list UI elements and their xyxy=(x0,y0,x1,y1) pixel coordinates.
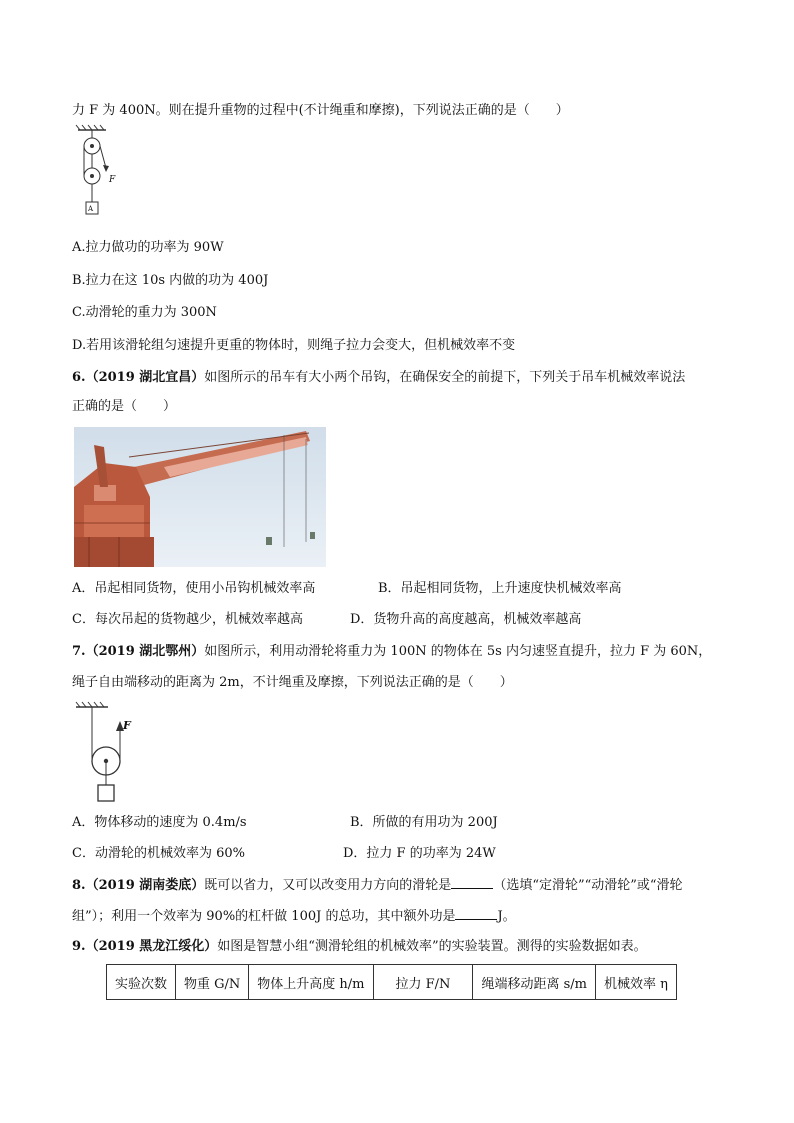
q6-option-c: C．每次吊起的货物越少，机械效率越高 xyxy=(72,612,303,627)
q7-stem-line1 xyxy=(72,643,711,661)
data-table xyxy=(106,964,677,1000)
q6-stem-line2: 正确的是（ ） xyxy=(72,399,177,414)
q8-line2-b: J。 xyxy=(497,909,516,924)
pulley-block-figure xyxy=(76,128,136,218)
q8-number: 8. xyxy=(72,878,86,893)
q9-source: （2019 黑龙江绥化） xyxy=(85,939,218,954)
q7-source: （2019 湖北鄂州） xyxy=(85,644,205,659)
q6-option-b: B．吊起相同货物，上升速度快机械效率高 xyxy=(378,581,622,596)
q7-number: 7. xyxy=(72,644,86,659)
q8-line1 xyxy=(72,876,683,895)
q7-option-a: A．物体移动的速度为 0.4m/s xyxy=(72,815,247,830)
figure-label-F-q7: F xyxy=(123,719,131,732)
q6-option-d: D．货物升高的高度越高，机械效率越高 xyxy=(350,612,582,627)
movable-pulley-figure xyxy=(76,703,136,803)
q5-option-b: B.拉力在这 10s 内做的功为 400J xyxy=(72,273,269,288)
q8-blank-2[interactable] xyxy=(455,907,497,920)
crane-photo xyxy=(74,427,326,567)
q6-source: （2019 湖北宜昌） xyxy=(85,370,205,385)
table-header-cell: 拉力 F/N xyxy=(373,965,473,1000)
q9-stem-text: 如图是智慧小组“测滑轮组的机械效率”的实验装置。测得的实验数据如表。 xyxy=(217,939,647,954)
table-header-cell: 机械效率 η xyxy=(595,965,676,1000)
q6-stem-line1 xyxy=(72,369,685,387)
q8-source: （2019 湖南娄底） xyxy=(85,878,205,893)
q7-option-d: D．拉力 F 的功率为 24W xyxy=(343,846,496,861)
q6-number: 6. xyxy=(72,370,86,385)
table-header-cell: 物重 G/N xyxy=(176,965,249,1000)
table-header-cell: 物体上升高度 h/m xyxy=(249,965,373,1000)
q7-stem-line2: 绳子自由端移动的距离为 2m，不计绳重及摩擦，下列说法正确的是（ ） xyxy=(72,675,513,690)
q5-option-c: C.动滑轮的重力为 300N xyxy=(72,305,217,320)
q5-option-a: A.拉力做功的功率为 90W xyxy=(72,240,224,255)
table-header-cell: 绳端移动距离 s/m xyxy=(473,965,596,1000)
q8-line1-a: 既可以省力，又可以改变用力方向的滑轮是 xyxy=(204,878,452,893)
q7-stem-text: 如图所示，利用动滑轮将重力为 100N 的物体在 5s 内匀速竖直提升，拉力 F 为 60N， xyxy=(204,644,712,659)
q7-option-c: C．动滑轮的机械效率为 60% xyxy=(72,846,245,861)
q8-blank-1[interactable] xyxy=(451,876,493,889)
table-header-cell: 实验次数 xyxy=(107,965,176,1000)
q9-number: 9. xyxy=(72,939,86,954)
q8-line2 xyxy=(72,907,516,926)
q5-stem: 力 F 为 400N。则在提升重物的过程中(不计绳重和摩擦)，下列说法正确的是（ ） xyxy=(72,103,569,118)
q8-line2-a: 组”）；利用一个效率为 90%的杠杆做 100J 的总功，其中额外功是 xyxy=(72,909,456,924)
table-header-row xyxy=(107,965,677,1000)
q6-option-a: A．吊起相同货物，使用小吊钩机械效率高 xyxy=(72,581,316,596)
figure-label-F: F xyxy=(109,175,116,185)
q6-stem-text: 如图所示的吊车有大小两个吊钩，在确保安全的前提下，下列关于吊车机械效率说法 xyxy=(204,370,686,385)
figure-label-A: A xyxy=(88,205,94,213)
q9-stem xyxy=(72,938,647,956)
q8-line1-b: （选填“定滑轮”“动滑轮”或“滑轮 xyxy=(493,878,683,893)
q5-option-d: D.若用该滑轮组匀速提升更重的物体时，则绳子拉力会变大，但机械效率不变 xyxy=(72,338,516,353)
q7-option-b: B．所做的有用功为 200J xyxy=(350,815,498,830)
